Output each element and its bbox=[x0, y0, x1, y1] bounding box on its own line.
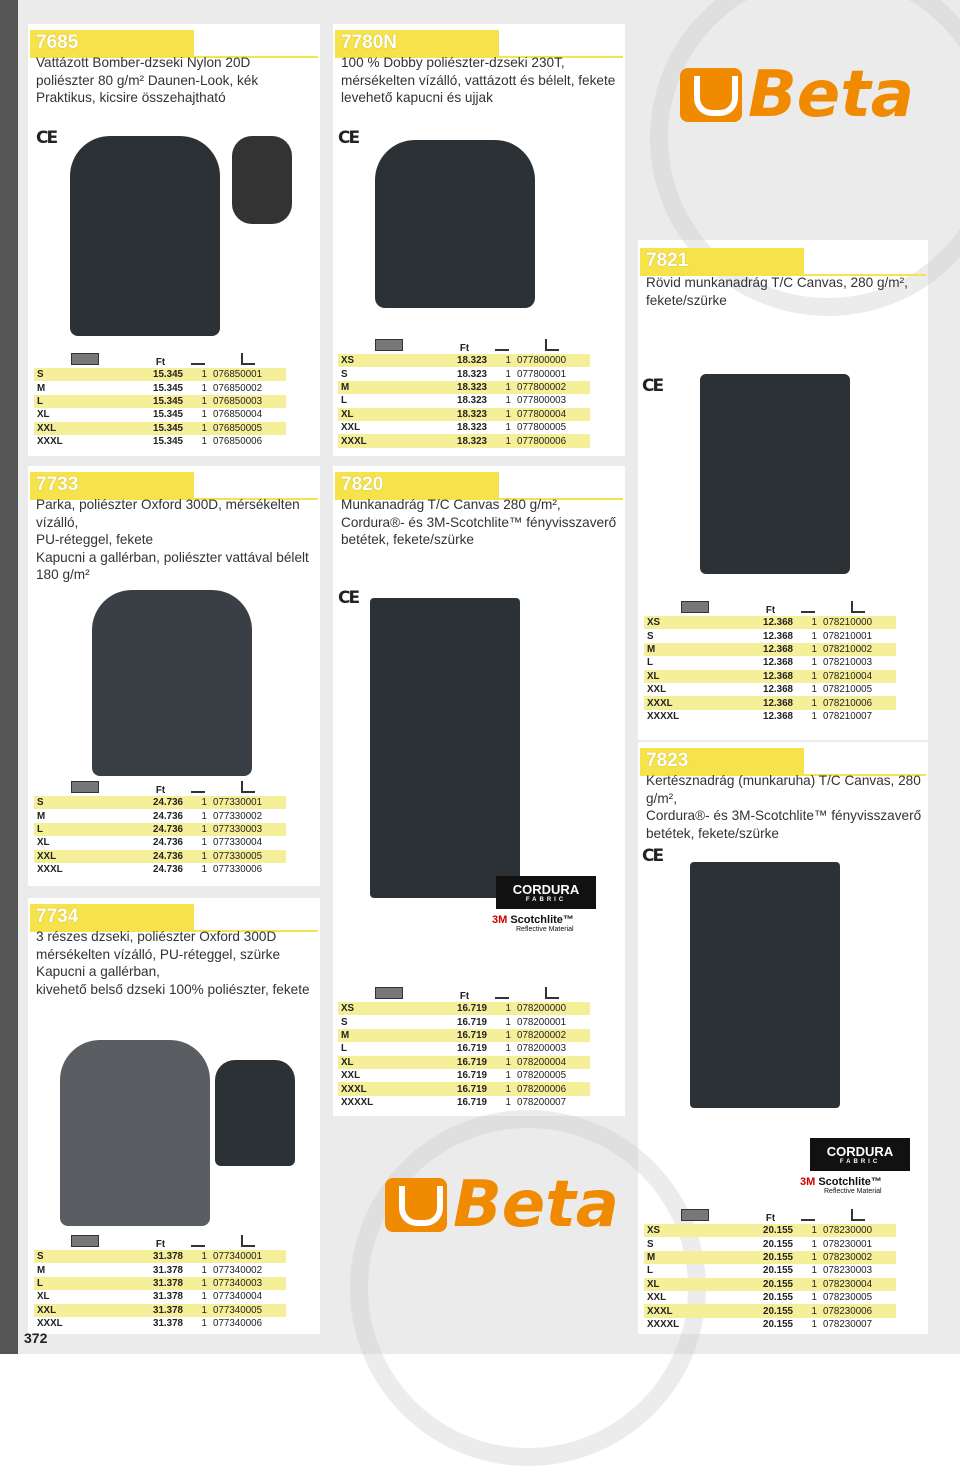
product-description: Kertésznadrág (munkaruha) T/C Canvas, 280 g/m², Cordura®- és 3M-Scotchlite™ fényvisszaverő betétek, fekete/szürke bbox=[646, 773, 922, 841]
size-table-7734: Ft S 31.378 1 077340001 M 31.378 1 077340002 L 31.378 1 077340003 XL 31.378 1 077340004 XXL 31.378 1 077340005 XXXL 31.378 1 077340006 bbox=[34, 1232, 286, 1330]
beta-wrench-icon bbox=[385, 1178, 447, 1232]
product-description: Parka, poliészter Oxford 300D, mérsékelten vízálló, PU-réteggel, fekete Kapucni a gallérban, poliészter vattával bélelt 180 g/m² bbox=[36, 497, 309, 582]
product-code: 7820 bbox=[335, 472, 499, 498]
cordura-badge: CORDURA FABRIC bbox=[496, 876, 596, 909]
size-table-7821: Ft XS 12.368 1 078210000 S 12.368 1 078210001 M 12.368 1 078210002 L 12.368 1 078210003 XL 12.368 1 078210004 XXL 12.368 1 078210005 XXXL 12.368 1 078210006 XXXXL 12.368 1 078210007 bbox=[644, 598, 896, 723]
size-icon bbox=[71, 353, 99, 365]
product-code: 7685 bbox=[30, 30, 194, 56]
code-icon bbox=[851, 601, 865, 613]
parka-image bbox=[92, 590, 252, 776]
trousers-image bbox=[370, 598, 520, 898]
product-description: 3 részes dzseki, poliészter Oxford 300D mérsékelten vízálló, PU-réteggel, szürke Kapucni a gallérban, kivehető belső dzseki 100% poliészter, fekete bbox=[36, 929, 310, 997]
shorts-image bbox=[700, 374, 850, 574]
product-description: 100 % Dobby poliészter-dzseki 230T, mérsékelten vízálló, vattázott és bélelt, fekete levehető kapucni és ujjak bbox=[341, 55, 616, 105]
beta-logo-top bbox=[680, 58, 914, 132]
ce-mark: CE bbox=[338, 588, 359, 608]
ce-mark: CE bbox=[642, 376, 663, 396]
product-description: Munkanadrág T/C Canvas 280 g/m², Cordura®- és 3M-Scotchlite™ fényvisszaverő betétek, fekete/szürke bbox=[341, 497, 617, 547]
size-table-7820: Ft XS 16.719 1 078200000 S 16.719 1 078200001 M 16.719 1 078200002 L 16.719 1 078200003 XL 16.719 1 078200004 XXL 16.719 1 078200005 XXXL 16.719 1 078200006 XXXXL 16.719 1 078200007 bbox=[338, 984, 590, 1109]
3in1-jacket-image bbox=[60, 1040, 210, 1226]
size-icon bbox=[71, 781, 99, 793]
bomber-jacket-image bbox=[70, 136, 220, 336]
pack-icon bbox=[801, 1210, 815, 1221]
ce-mark: CE bbox=[36, 128, 57, 148]
pouch-image bbox=[232, 136, 292, 224]
beta-wordmark: Beta bbox=[748, 58, 914, 132]
product-code: 7821 bbox=[640, 248, 804, 274]
pack-icon bbox=[191, 1236, 205, 1247]
page-sidebar bbox=[0, 0, 18, 1354]
code-icon bbox=[241, 781, 255, 793]
pack-icon bbox=[495, 988, 509, 999]
code-icon bbox=[241, 353, 255, 365]
product-description: Rövid munkanadrág T/C Canvas, 280 g/m², fekete/szürke bbox=[646, 275, 908, 308]
pack-icon bbox=[191, 782, 205, 793]
overalls-image bbox=[690, 862, 840, 1108]
scotchlite-badge: 3M Scotchlite™ Reflective Material bbox=[492, 914, 574, 933]
size-icon bbox=[71, 1235, 99, 1247]
pack-icon bbox=[495, 340, 509, 351]
hooded-jacket-image bbox=[375, 140, 535, 308]
size-table-7780n: Ft XS 18.323 1 077800000 S 18.323 1 077800001 M 18.323 1 077800002 L 18.323 1 077800003 XL 18.323 1 077800004 XXL 18.323 1 077800005 XXXL 18.323 1 077800006 bbox=[338, 336, 590, 448]
size-table-7685: Ft S 15.345 1 076850001 M 15.345 1 076850002 L 15.345 1 076850003 XL 15.345 1 076850004 XXL 15.345 1 076850005 XXXL 15.345 1 076850006 bbox=[34, 350, 286, 448]
product-code: 7823 bbox=[640, 748, 804, 774]
inner-jacket-image bbox=[215, 1060, 295, 1166]
cordura-badge: CORDURA FABRIC bbox=[810, 1138, 910, 1171]
product-description: Vattázott Bomber-dzseki Nylon 20D poliészter 80 g/m² Daunen-Look, kék Praktikus, kicsire összehajtható bbox=[36, 55, 259, 105]
beta-wordmark: Beta bbox=[453, 1168, 619, 1242]
code-icon bbox=[545, 987, 559, 999]
product-code: 7734 bbox=[30, 904, 194, 930]
code-icon bbox=[241, 1235, 255, 1247]
code-icon bbox=[851, 1209, 865, 1221]
code-icon bbox=[545, 339, 559, 351]
product-code: 7733 bbox=[30, 472, 194, 498]
ce-mark: CE bbox=[642, 846, 663, 866]
size-icon bbox=[681, 601, 709, 613]
size-table-7733: Ft S 24.736 1 077330001 M 24.736 1 077330002 L 24.736 1 077330003 XL 24.736 1 077330004 XXL 24.736 1 077330005 XXXL 24.736 1 077330006 bbox=[34, 778, 286, 876]
pack-icon bbox=[191, 354, 205, 365]
product-code: 7780N bbox=[335, 30, 499, 56]
page-number: 372 bbox=[24, 1330, 48, 1346]
beta-wrench-icon bbox=[680, 68, 742, 122]
pack-icon bbox=[801, 602, 815, 613]
scotchlite-badge: 3M Scotchlite™ Reflective Material bbox=[800, 1176, 882, 1195]
ce-mark: CE bbox=[338, 128, 359, 148]
size-table-7823: Ft XS 20.155 1 078230000 S 20.155 1 078230001 M 20.155 1 078230002 L 20.155 1 078230003 XL 20.155 1 078230004 XXL 20.155 1 078230005 XXXL 20.155 1 078230006 XXXXL 20.155 1 078230007 bbox=[644, 1206, 896, 1331]
size-icon bbox=[375, 987, 403, 999]
beta-logo-bottom bbox=[385, 1168, 619, 1242]
size-icon bbox=[375, 339, 403, 351]
size-icon bbox=[681, 1209, 709, 1221]
